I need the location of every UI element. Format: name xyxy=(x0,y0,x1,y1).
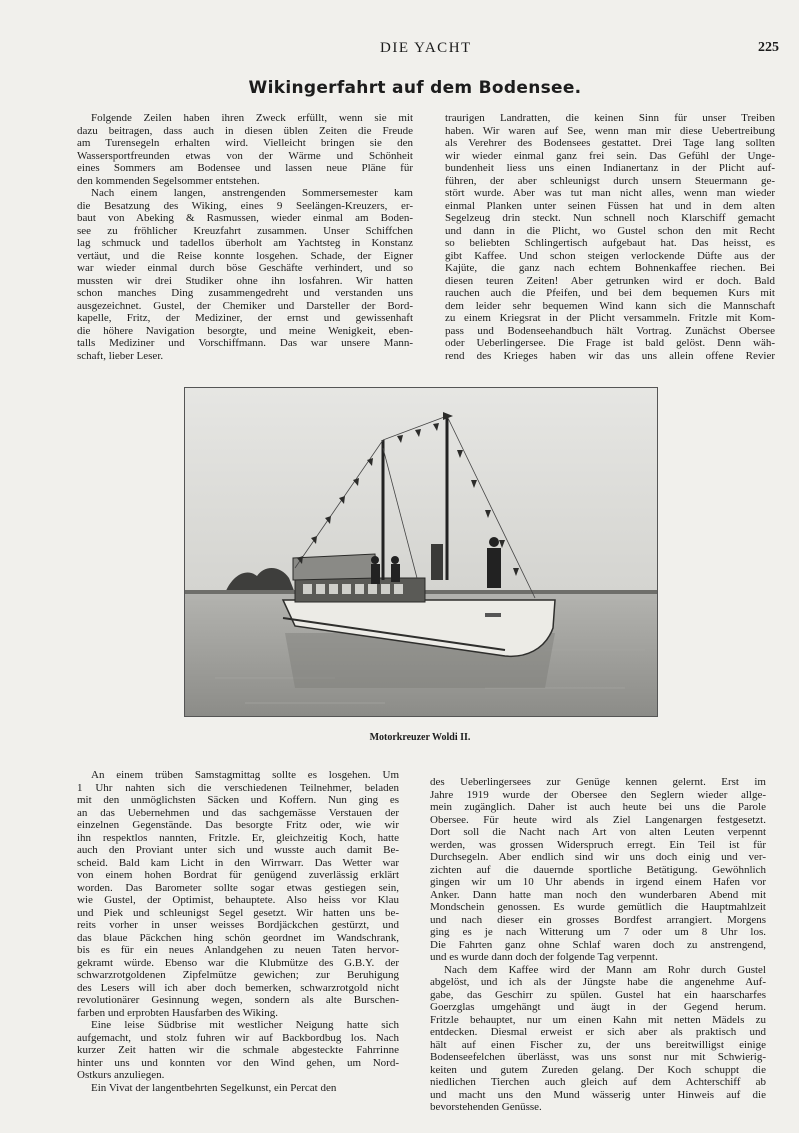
text-line: und Piek und schleunigst Segel gesetzt. Wir hatten uns be- xyxy=(77,906,399,919)
text-line: 1 Uhr nahten sich die verschiedenen Teilnehmer, beladen xyxy=(77,781,399,794)
text-line: aufgemacht, und stolz fuhren wir auf Backbordbug los. Nach xyxy=(77,1031,399,1044)
text-line: Bodenseefelchen überlässt, was uns sonst nur mit Schwierig- xyxy=(430,1051,766,1063)
text-line: wie Gustel, der Optimist, behauptete. Also heiss vor Klau xyxy=(77,894,399,906)
text-line: des Lesers will ich aber doch bemerken, schwarzrotgold nicht xyxy=(77,981,399,994)
text-line: Goerzglas umgehängt und äugt in der Gegend herum. xyxy=(430,1001,766,1013)
text-line: Ostkurs anzuliegen. xyxy=(77,1069,165,1081)
text-line: lag schmuck und tadellos überholt am Yachtsteg in Konstanz xyxy=(77,237,413,249)
text-line: keiten und gutem Zureden gelang. Der Koch schuppt die xyxy=(430,1063,766,1076)
text-line: den kommenden Segelsommer entstehen. xyxy=(77,174,260,187)
text-line: revolutionärer Gesinnung wegen, sondern als alte Burschen- xyxy=(77,994,399,1006)
text-line: die höhere Navigation besorgte, und meine Wenigkeit, eben- xyxy=(77,324,413,337)
text-line: auch den Proviant unter sich und wusste auch damit Be- xyxy=(77,844,399,856)
text-line: Wassersportfreunden etwas von der Wärme und Schönheit xyxy=(77,149,413,162)
text-line: so beliebten Schlingertisch aufgebaut hat. Das heisst, es xyxy=(445,237,775,249)
text-column-3 xyxy=(77,769,399,1094)
text-line: mit den unmöglichsten Säcken und Koffern. Nun ging es xyxy=(77,794,399,806)
text-line: niedlichen Tierchen auch gleich auf dem Achterschiff ab xyxy=(430,1076,766,1088)
text-line: und macht uns den Mund wässerig unter Hinweis auf die xyxy=(430,1088,766,1101)
text-line: Die Fahrten ganz ohne Schlaf waren doch zu anstrengend, xyxy=(430,938,766,951)
text-line: mein zugänglich. Daher ist auch heute bei uns die Parole xyxy=(430,801,766,813)
text-line: Anker. Dann hatte man noch den wunderbaren Abend mit xyxy=(430,888,766,901)
text-line: kurzer Zeit hatten wir die schmale abgesteckte Fahrrinne xyxy=(77,1044,399,1056)
text-line: am Turensegeln erhalten wird. Vielleicht bringen sie den xyxy=(77,137,413,149)
text-line: pass und Bodenseehandbuch hält Vortrag. Zunächst Obersee xyxy=(445,324,775,337)
text-line: ihn respektlos nannten, Fritzle. Er, gleichzeitig Koch, hatte xyxy=(77,831,399,844)
text-line: Segelzeug drin steckt. Nun schnell noch Klarschiff gemacht xyxy=(445,212,775,224)
text-line: scheid. Bald kam Licht in den Wirrwarr. Das Wetter war xyxy=(77,856,399,869)
text-line: ausgezeichnet. Gustel, der Chemiker und Darsteller der Bord- xyxy=(77,299,413,312)
text-line: rend des Krieges haben wir das uns allein offene Revier xyxy=(445,349,775,362)
text-line: worden. Das Barometer sollte sogar etwas gestiegen sein, xyxy=(77,881,399,894)
text-line: bevorstehenden Genüsse. xyxy=(430,1101,542,1113)
text-line: das blaue Päckchen hing schön geordnet im Wandschrank, xyxy=(77,931,399,944)
text-line: an das Uebernehmen und das sachgemässe Verstauen der xyxy=(77,806,399,819)
text-line: ging es je nach Witterung um 7 oder um 8 Uhr los. xyxy=(430,926,766,938)
text-column-2 xyxy=(445,112,775,362)
text-line: als Verehrer des Bodensees gestattet. Drei Tage lang sollten xyxy=(445,137,775,149)
text-line: gibt Kaffee. Und schon steigen verlockende Düfte aus der xyxy=(445,249,775,262)
text-line: reits vorher in unser weisses Bordjäckchen gestürzt, und xyxy=(77,919,399,931)
text-line: farben und erprobten Hausfarben des Wiking. xyxy=(77,1006,278,1019)
text-line: haben. Wir waren auf See, wenn man mir diese Uebertreibung xyxy=(445,124,775,137)
text-line: führen, der aber schleunigst durch unsern Steuermann ge- xyxy=(445,174,775,187)
article-title: Wikingerfahrt auf dem Bodensee. xyxy=(248,78,582,98)
text-line: gingen wir um 10 Uhr abends in irgend einem Hafen vor xyxy=(430,876,766,888)
text-line: Obersee. Für heute wird als Ziel Langenargen festgesetzt. xyxy=(430,813,766,826)
photo-caption: Motorkreuzer Woldi II. xyxy=(369,732,471,743)
text-line: von einem hohen Bordrat für genügend zuverlässig erklärt xyxy=(77,869,399,881)
text-line: entdecken. Diesmal erweist er sich aber als praktisch und xyxy=(430,1026,766,1038)
text-line: traurigen Landratten, die keinen Sinn für unser Treiben xyxy=(445,112,775,124)
text-line: baut von Abeking & Rasmussen, wieder einmal am Boden- xyxy=(77,212,413,224)
text-line: see zu fröhlicher Kreuzfahrt zusammen. Unser Schiffchen xyxy=(77,224,413,237)
text-line: dazu beitragen, dass auch in diesen üblen Zeiten die Freude xyxy=(77,124,413,137)
text-line: Dort soll die Nacht nach Art von alten Leuten verpennt xyxy=(430,826,766,838)
text-line: Jahre 1919 wurde der Obersee den Seglern wieder allge- xyxy=(430,788,766,801)
text-line: talls Mediziner und Vorschiffmann. Das war unsere Mann- xyxy=(77,337,413,349)
text-line: zu einem Kriegsrat in der Plicht versammeln. Fritzle mit Kom- xyxy=(445,312,775,324)
text-line: vertäut, und die Reise konnte losgehen. Schade, der Eigner xyxy=(77,249,413,262)
text-line: wir wieder einmal ganz frei sein. Das Gefühl der Unge- xyxy=(445,149,775,162)
text-line: Nach dem Kaffee wird der Mann am Rohr durch Gustel xyxy=(444,963,766,976)
text-line: rauchen auch die Pfeifen, und bei dem bequemen Kurs mit xyxy=(445,287,775,299)
text-line: Folgende Zeilen haben ihren Zweck erfüllt, wenn sie mit xyxy=(91,112,413,124)
text-line: schwarzrotgoldenen Zipfelmütze gewichen; zur Beruhigung xyxy=(77,969,399,981)
text-line: bis es für ein neues Anlandgehen zu neuen Taten hervor- xyxy=(77,944,399,956)
text-line: An einem trüben Samstagmittag sollte es losgehen. Um xyxy=(91,769,399,781)
text-line: dem leider sehr bequemen Wind kann sich die Mannschaft xyxy=(445,299,775,312)
text-line: Mondschein genossen. Es wurde gemütlich die Hauptmahlzeit xyxy=(430,901,766,913)
text-line: die Besatzung des Wiking, eines 9 Seelängen-Kreuzers, er- xyxy=(77,199,413,212)
boat-photograph xyxy=(184,387,658,717)
text-line: Ein Vivat der langentbehrten Segelkunst, ein Percat den xyxy=(91,1081,337,1094)
text-line: Eine leise Südbrise mit westlicher Neigung hatte sich xyxy=(91,1019,399,1031)
text-line: war wieder einmal durch böse Geschäfte verhindert, und so xyxy=(77,262,413,274)
text-line: stört wurde. Aber was tut man nicht alles, wenn man wieder xyxy=(445,187,775,199)
text-line: des Ueberlingersees zur Genüge kennen gelernt. Erst im xyxy=(430,776,766,788)
text-line: und es wurde dann doch der folgende Tag verpennt. xyxy=(430,951,658,963)
text-line: und nach dieser ein grosses Bordfest arrangiert. Morgens xyxy=(430,913,766,926)
text-line: einzelnen Gegenstände. Das besorgte Fritz oder, wie wir xyxy=(77,819,399,831)
text-line: schaft, lieber Leser. xyxy=(77,349,164,362)
text-line: werden, was grossen Widerspruch erregt. Ein Teil ist für xyxy=(430,838,766,851)
text-column-4 xyxy=(430,776,766,1114)
text-line: hinter uns und konnten vor den Wind gehen, um Nord- xyxy=(77,1056,399,1069)
running-head: DIE YACHT xyxy=(380,40,472,56)
text-line: bundenheit liess uns einen Indianertanz in der Plicht auf- xyxy=(445,162,775,174)
text-line: diesen teuren Zeiten! Aber getrunken wird er doch. Bald xyxy=(445,274,775,287)
text-line: mussten wir drei Studiker ohne ihn losfahren. Wir hatten xyxy=(77,274,413,287)
text-line: oder Ueberlingersee. Die Frage ist bald gelöst. Denn wäh- xyxy=(445,337,775,349)
text-line: zichten auf die dauernde sportliche Betätigung. Gewöhnlich xyxy=(430,863,766,876)
text-line: schon manches Ding zusammengedreht und verstanden uns xyxy=(77,287,413,299)
text-line: kapelle, Fritz, der Mediziner, der ernst und gewissenhaft xyxy=(77,312,413,324)
text-line: eines Sommers am Bodensee und lassen neue Pläne für xyxy=(77,162,413,174)
text-line: gabe, das Geschirr zu spülen. Gustel hat ein haarscharfes xyxy=(430,988,766,1001)
text-line: Nach einem langen, anstrengenden Sommersemester kam xyxy=(91,187,413,199)
text-column-1 xyxy=(77,112,413,362)
text-line: gekramt würde. Ebenso war die Klubmütze des G.B.Y. der xyxy=(77,956,399,969)
text-line: Kajüte, die ganz nach echtem Bohnenkaffee riechen. Bei xyxy=(445,262,775,274)
text-line: abgelöst, und ich als der Jüngste habe die angenehme Auf- xyxy=(430,976,766,988)
text-line: Durchsegeln. Aber endlich sind wir uns doch einig und ver- xyxy=(430,851,766,863)
text-line: und dann in die Plicht, wo Gustel schon den mit Recht xyxy=(445,224,775,237)
page-number: 225 xyxy=(758,40,779,55)
text-line: Fritzle behauptet, nur um einen Kahn mit netten Mädels zu xyxy=(430,1013,766,1026)
text-line: hält auf einen Fischer zu, der uns bereitwilligst einige xyxy=(430,1038,766,1051)
text-line: einmal Planken unter seinen Füssen hat und in dem alten xyxy=(445,199,775,212)
